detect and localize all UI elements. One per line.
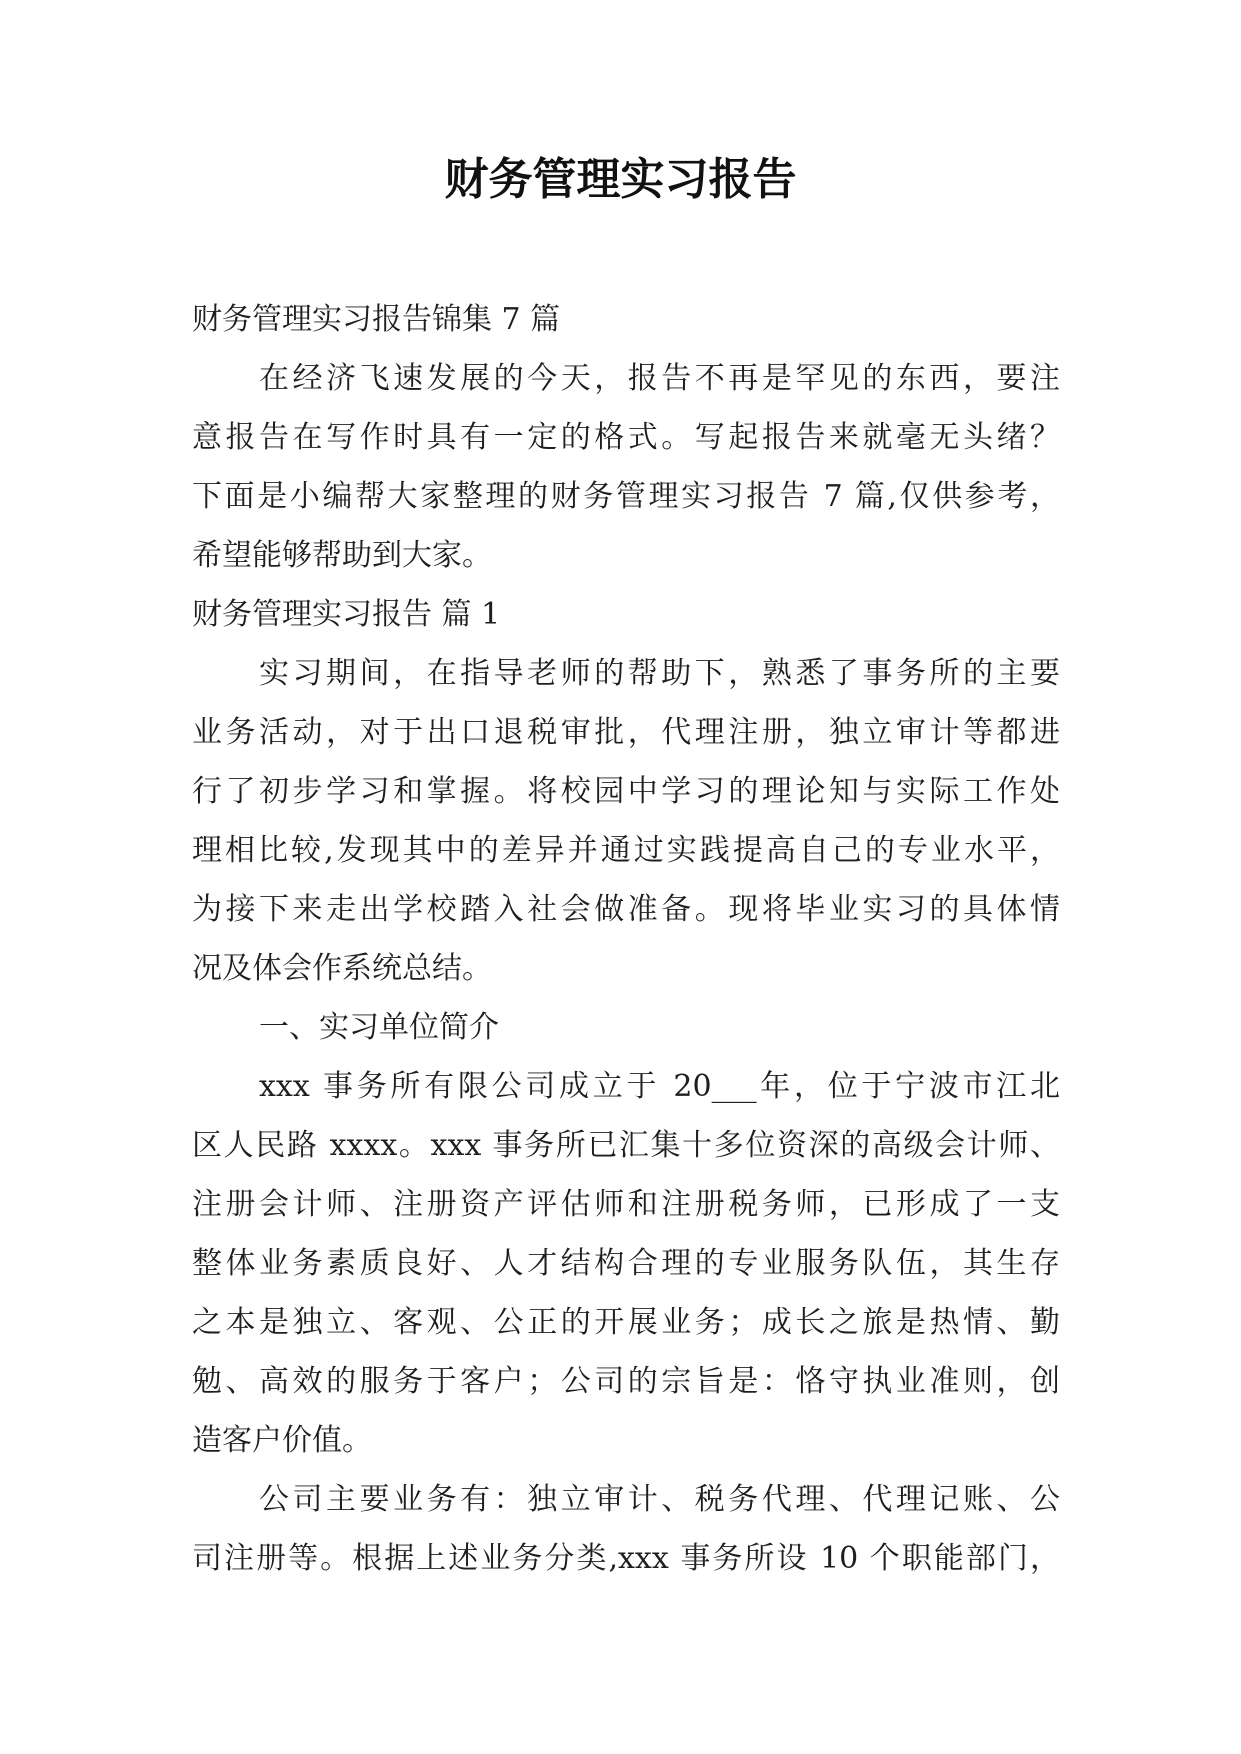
article-heading [192, 585, 1060, 644]
body-paragraph [192, 1470, 1060, 1588]
text-line: 意报告在写作时具有一定的格式。写起报告来就毫无头绪？ [192, 420, 1060, 455]
text-line: 财务管理实习报告锦集 7 篇 [192, 302, 561, 337]
body-paragraph [192, 1057, 1060, 1470]
text-line: 业务活动，对于出口退税审批，代理注册，独立审计等都进 [192, 715, 1060, 750]
text-line: 实习期间，在指导老师的帮助下，熟悉了事务所的主要 [259, 656, 1060, 691]
text-line: 在经济飞速发展的今天，报告不再是罕见的东西，要注 [259, 361, 1060, 396]
section-heading [192, 998, 1060, 1057]
intro-paragraph [192, 349, 1060, 585]
document-title: 财务管理实习报告 [444, 154, 797, 205]
body-paragraph [192, 644, 1060, 998]
text-line: 理相比较,发现其中的差异并通过实践提高自己的专业水平， [192, 833, 1060, 868]
text-line: 区人民路 xxxx。xxx 事务所已汇集十多位资深的高级会计师、 [192, 1128, 1060, 1163]
text-line: 公司主要业务有：独立审计、税务代理、代理记账、公 [259, 1482, 1060, 1517]
text-line: 之本是独立、客观、公正的开展业务；成长之旅是热情、勤 [192, 1305, 1060, 1340]
text-line: 希望能够帮助到大家。 [192, 538, 492, 573]
text-line: 一、实习单位简介 [259, 1010, 499, 1045]
document-body [192, 290, 1060, 1588]
collection-heading [192, 290, 1060, 349]
text-line: 造客户价值。 [192, 1423, 372, 1458]
text-line: 整体业务素质良好、人才结构合理的专业服务队伍，其生存 [192, 1246, 1060, 1281]
text-line: 司注册等。根据上述业务分类,xxx 事务所设 10 个职能部门， [192, 1541, 1060, 1576]
text-line: 为接下来走出学校踏入社会做准备。现将毕业实习的具体情 [192, 892, 1060, 927]
text-line: xxx 事务所有限公司成立于 20___年，位于宁波市江北 [259, 1069, 1060, 1104]
text-line: 注册会计师、注册资产评估师和注册税务师，已形成了一支 [192, 1187, 1060, 1222]
text-line: 财务管理实习报告 篇 1 [192, 597, 501, 632]
text-line: 下面是小编帮大家整理的财务管理实习报告 7 篇,仅供参考， [192, 479, 1060, 514]
text-line: 勉、高效的服务于客户；公司的宗旨是：恪守执业准则，创 [192, 1364, 1060, 1399]
text-line: 况及体会作系统总结。 [192, 951, 492, 986]
text-line: 行了初步学习和掌握。将校园中学习的理论知与实际工作处 [192, 774, 1060, 809]
